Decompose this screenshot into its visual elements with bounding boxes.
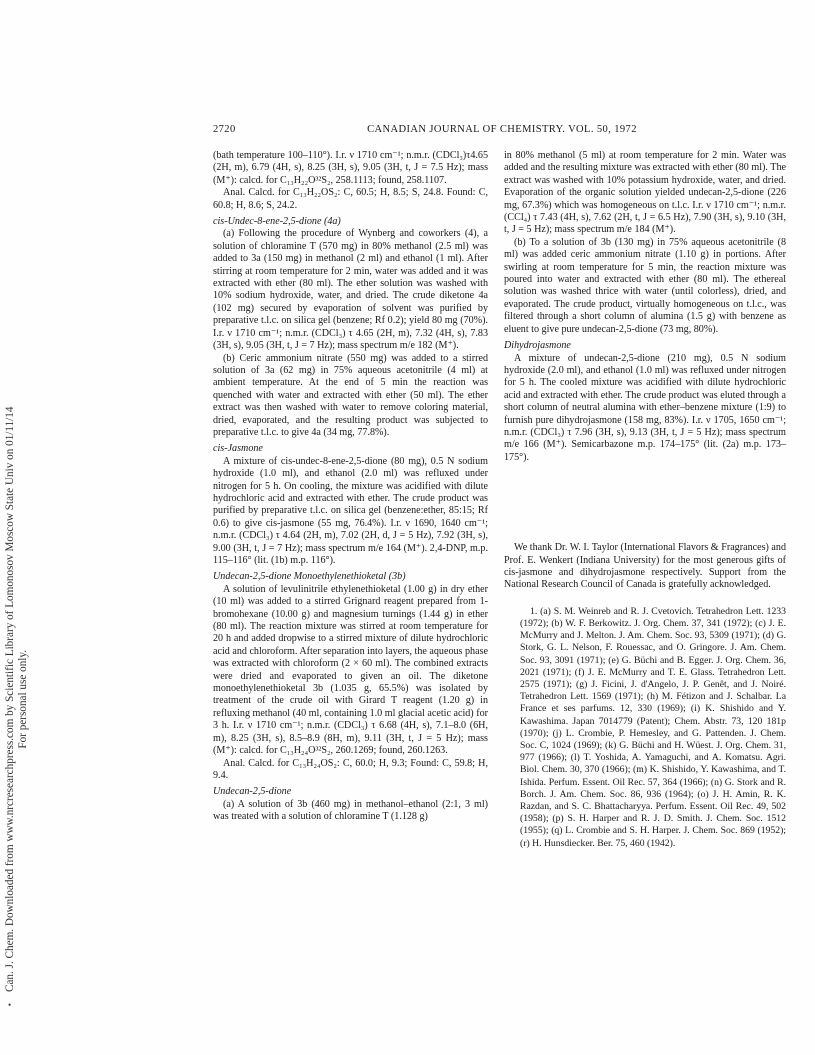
paragraph: (a) A solution of 3b (460 mg) in methanol–ethanol (2:1, 3 ml) was treated with a solution of chloramine T (1.128 g): [213, 798, 488, 823]
section-heading: Undecan-2,5-dione Monoethylenethioketal (3b): [213, 571, 406, 583]
paragraph: in 80% methanol (5 ml) at room temperature for 2 min. Water was added and the resulting mixture was extracted with ether (80 ml). The extract was washed with 10% potassium hydroxide, water, and dried. Evaporation of the organic solution yielded undecan-2,5-dione (226 mg, 67.3%) which was homogeneous on t.l.c. I.r. ν 1710 cm⁻¹; n.m.r. (CCl₄) τ 7.43 (4H, s), 7.62 (2H, t, J = 6.5 Hz), 7.90 (3H, s), 9.10 (3H, t, J = 5 Hz); mass spectrum m/e 184 (M⁺).: [504, 150, 786, 236]
page-number: 2720: [213, 124, 236, 135]
section-heading: cis-Undec-8-ene-2,5-dione (4a): [213, 216, 341, 228]
acknowledgment: We thank Dr. W. I. Taylor (International Flavors & Fragrances) and Prof. E. Wenkert (Indiana University) for the most generous gifts of cis-jasmone and dihydrojasmone respectively. Support from the National Research Council of Canada is gratefully acknowledged.: [504, 542, 786, 591]
paragraph: A solution of levulinitrile ethylenethioketal (1.00 g) in dry ether (10 ml) was added to a stirred Grignard reagent prepared from 1-bromohexane (10.00 g) and magnesium turnings (1.44 g) in ether (80 ml). The reaction mixture was stirred at room temperature for 20 h and added dropwise to a stirred mixture of dilute hydrochloric acid and chloroform. After separation into layers, the aqueous phase was extracted with chloroform (2 × 60 ml). The combined extracts were dried and evaporated to given an oil. The diketone monoethylenethioketal 3b (1.035 g, 65.5%) was isolated by treatment of the crude oil with Girard T reagent (1.20 g) in refluxing methanol (40 ml, containing 1.0 ml glacial acetic acid) for 3 h. I.r. ν 1710 cm⁻¹; n.m.r. (CDCl₃) τ 6.68 (4H, s), 7.1–8.0 (6H, m), 8.25 (3H, s), 8.5–8.9 (8H, m), 9.11 (3H, t, J = 5 Hz); mass (M⁺): calcd. for C₁₃H₂₄O³²S₂, 260.1269; found, 260.1263.: [213, 583, 488, 757]
watermark-source-line: Can. J. Chem. Downloaded from www.nrcresearchpress.com by Scientific Library of Lomonosov Moscow State Univ on 01/11/14: [4, 406, 16, 992]
right-column: [504, 150, 786, 850]
paragraph: A mixture of undecan-2,5-dione (210 mg), 0.5 N sodium hydroxide (2.0 ml), and ethanol (1.0 ml) was refluxed under nitrogen for 5 h. The cooled mixture was acidified with dilute hydrochloric acid and extracted with ether. The crude product was eluted through a short column of neutral alumina with ether–benzene mixture (1:9) to furnish pure dihydrojasmone (158 mg, 83%). I.r. ν 1705, 1650 cm⁻¹; n.m.r. (CDCl₃) τ 7.96 (3H, s), 9.13 (3H, t, J = 5 Hz); mass spectrum m/e 166 (M⁺). Semicarbazone m.p. 174–175° (lit. (2a) m.p. 173–175°).: [504, 352, 786, 463]
left-column: [213, 150, 488, 824]
paragraph: (b) Ceric ammonium nitrate (550 mg) was added to a stirred solution of 3a (62 mg) in 75% aqueous acetonitrile (4 ml) at ambient temperature. At the end of 5 min the reaction was quenched with water and extracted with ether (50 ml). The ether extract was then washed with water to remove coloring material, dried, evaporated, and the resulting product was subjected to preparative t.l.c. to give 4a (34 mg, 77.8%).: [213, 352, 488, 438]
paragraph: (b) To a solution of 3b (130 mg) in 75% aqueous acetonitrile (8 ml) was added ceric ammonium nitrate (1.10 g) in portions. After swirling at room temperature for 5 min, the reaction mixture was poured into water and extracted with ether (80 ml). The ethereal solution was washed thrice with water (until colorless), dried, and evaporated. The crude product, virtually homogeneous on t.l.c., was filtered through a short column of alumina (1.5 g) with benzene as eluent to give pure undecan-2,5-dione (73 mg, 80%).: [504, 236, 786, 335]
paragraph: (bath temperature 100–110°). I.r. ν 1710 cm⁻¹; n.m.r. (CDCl₃)τ4.65 (2H, m), 6.79 (4H, s), 8.25 (3H, s), 9.05 (3H, t, J = 7.5 Hz); mass (M⁺): calcd. for C₁₃H₂₂O³²S₂, 258.1113; found, 258.1107.: [213, 150, 488, 186]
section-heading: cis-Jasmone: [213, 443, 263, 455]
journal-title: CANADIAN JOURNAL OF CHEMISTRY. VOL. 50, 1972: [367, 124, 637, 135]
paragraph: Anal. Calcd. for C₁₃H₂₄OS₂: C, 60.0; H, 9.3; Found: C, 59.8; H, 9.4.: [213, 757, 488, 781]
watermark-usage-line: For personal use only.: [17, 649, 29, 749]
section-heading: Dihydrojasmone: [504, 340, 571, 352]
paragraph: Anal. Calcd. for C₁₃H₂₂OS₂: C, 60.5; H, 8.5; S, 24.8. Found: C, 60.8; H, 8.6; S, 24.2.: [213, 187, 488, 211]
section-heading: Undecan-2,5-dione: [213, 786, 292, 798]
paragraph: (a) Following the procedure of Wynberg and coworkers (4), a solution of chloramine T (570 mg) in 80% methanol (2.5 ml) was added to 3a (150 mg) in methanol (2 ml) and ethanol (1 ml). After stirring at room temperature for 2 min, water was added and it was extracted with ether (80 ml). The ether solution was washed with 10% sodium hydroxide, water, and dried. The crude diketone 4a (102 mg) secured by evaporation of solvent was purified by preparative t.l.c. on silica gel (benzene; Rf 0.2); yield 80 mg (70%). I.r. ν 1710 cm⁻¹; n.m.r. (CDCl₃) τ 4.65 (2H, m), 7.32 (4H, s), 7.83 (3H, s), 9.05 (3H, t, J = 7 Hz); mass spectrum m/e 182 (M⁺).: [213, 228, 488, 352]
download-watermark: [0, 0, 34, 1055]
running-header: [213, 124, 791, 140]
margin-mark: •: [8, 1000, 12, 1010]
reference-list-item: 1. (a) S. M. Weinreb and R. J. Cvetovich. Tetrahedron Lett. 1233 (1972); (b) W. F. Berkowitz. J. Org. Chem. 37, 341 (1972); (c) J. E. McMurry and J. Melton. J. Am. Chem. Soc. 93, 5309 (1971); (d) G. Stork, G. L. Nelson, F. Rouessac, and O. Gringore. J. Am. Chem. Soc. 93, 3091 (1971); (e) G. Büchi and B. Egger. J. Org. Chem. 36, 2021 (1971); (f) J. E. McMurry and T. E. Glass. Tetrahedron Lett. 2575 (1971); (g) J. Ficini, J. d'Angelo, J. P. Genêt, and J. Noiré. Tetrahedron Lett. 1569 (1971); (h) M. Fétizon and J. Schalbar. La France et ses parfums. 12, 330 (1969); (i) K. Shishido and Y. Kawashima. Japan 7014779 (Patent); Chem. Abstr. 73, 120 181p (1970); (j) L. Crombie, P. Hemesley, and G. Pattenden. J. Chem. Soc. C, 1024 (1969); (k) G. Büchi and H. Wüest. J. Org. Chem. 31, 977 (1966); (l) T. Yoshida, A. Yamaguchi, and A. Komatsu. Agri. Biol. Chem. 30, 370 (1966); (m) K. Shishido, Y. Kawashima, and T. Ishida. Perfum. Essent. Oil Rec. 57, 364 (1966); (n) G. Stork and R. Borch. J. Am. Chem. Soc. 86, 936 (1964); (o) J. H. Amin, R. K. Razdan, and S. C. Bhattacharyya. Perfum. Essent. Oil Rec. 49, 502 (1958); (p) S. H. Harper and R. J. D. Smith. J. Chem. Soc. 1512 (1955); (q) L. Crombie and S. H. Harper. J. Chem. Soc. 869 (1952); (r) H. Hunsdiecker. Ber. 75, 460 (1942).: [520, 605, 786, 849]
paragraph: A mixture of cis-undec-8-ene-2,5-dione (80 mg), 0.5 N sodium hydroxide (1.0 ml), and ethanol (2.0 ml) was refluxed under nitrogen for 5 h. On cooling, the mixture was acidified with dilute hydrochloric acid and extracted with ether. The crude product was purified by preparative t.l.c. on silica gel (benzene:ether, 85:15; Rf 0.6) to give cis-jasmone (55 mg, 76.4%). I.r. ν 1690, 1640 cm⁻¹; n.m.r. (CDCl₃) τ 4.64 (2H, m), 7.02 (2H, d, J = 5 Hz), 7.92 (3H, s), 9.00 (3H, t, J = 7 Hz); mass spectrum m/e 164 (M⁺). 2,4-DNP, m.p. 115–116° (lit. (1b) m.p. 116°).: [213, 455, 488, 566]
